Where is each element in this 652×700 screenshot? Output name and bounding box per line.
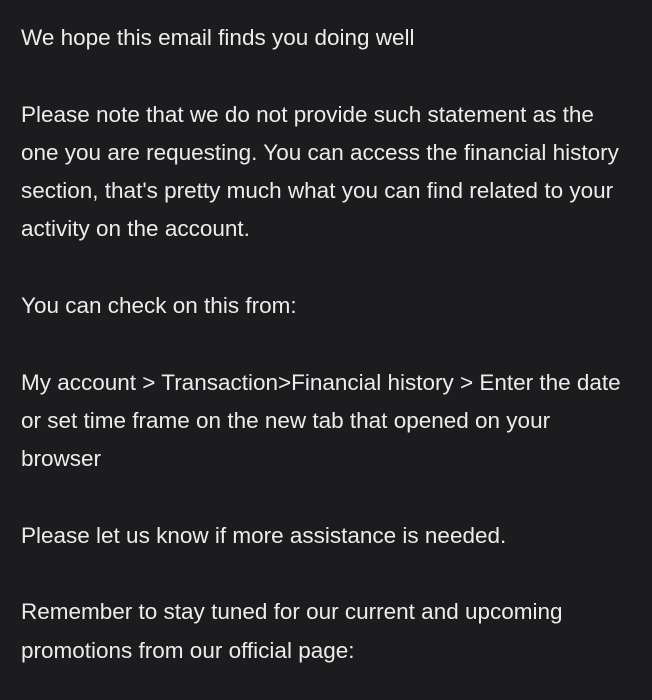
greeting-paragraph: We hope this email finds you doing well [21,25,415,50]
promotions-paragraph: Remember to stay tuned for our current and upcoming promotions from our official page: [21,599,563,663]
assistance-paragraph: Please let us know if more assistance is needed. [21,522,507,548]
check-from-paragraph: You can check on this from: [21,293,297,319]
statement-info-paragraph: Please note that we do not provide such statement as the one you are requesting. You can access the financial history section, that's pretty much what you can find related to your activity on the account. [21,101,619,242]
navigation-path-paragraph: My account > Transaction>Financial history > Enter the date or set time frame on the new tab that opened on your browser [21,369,621,472]
